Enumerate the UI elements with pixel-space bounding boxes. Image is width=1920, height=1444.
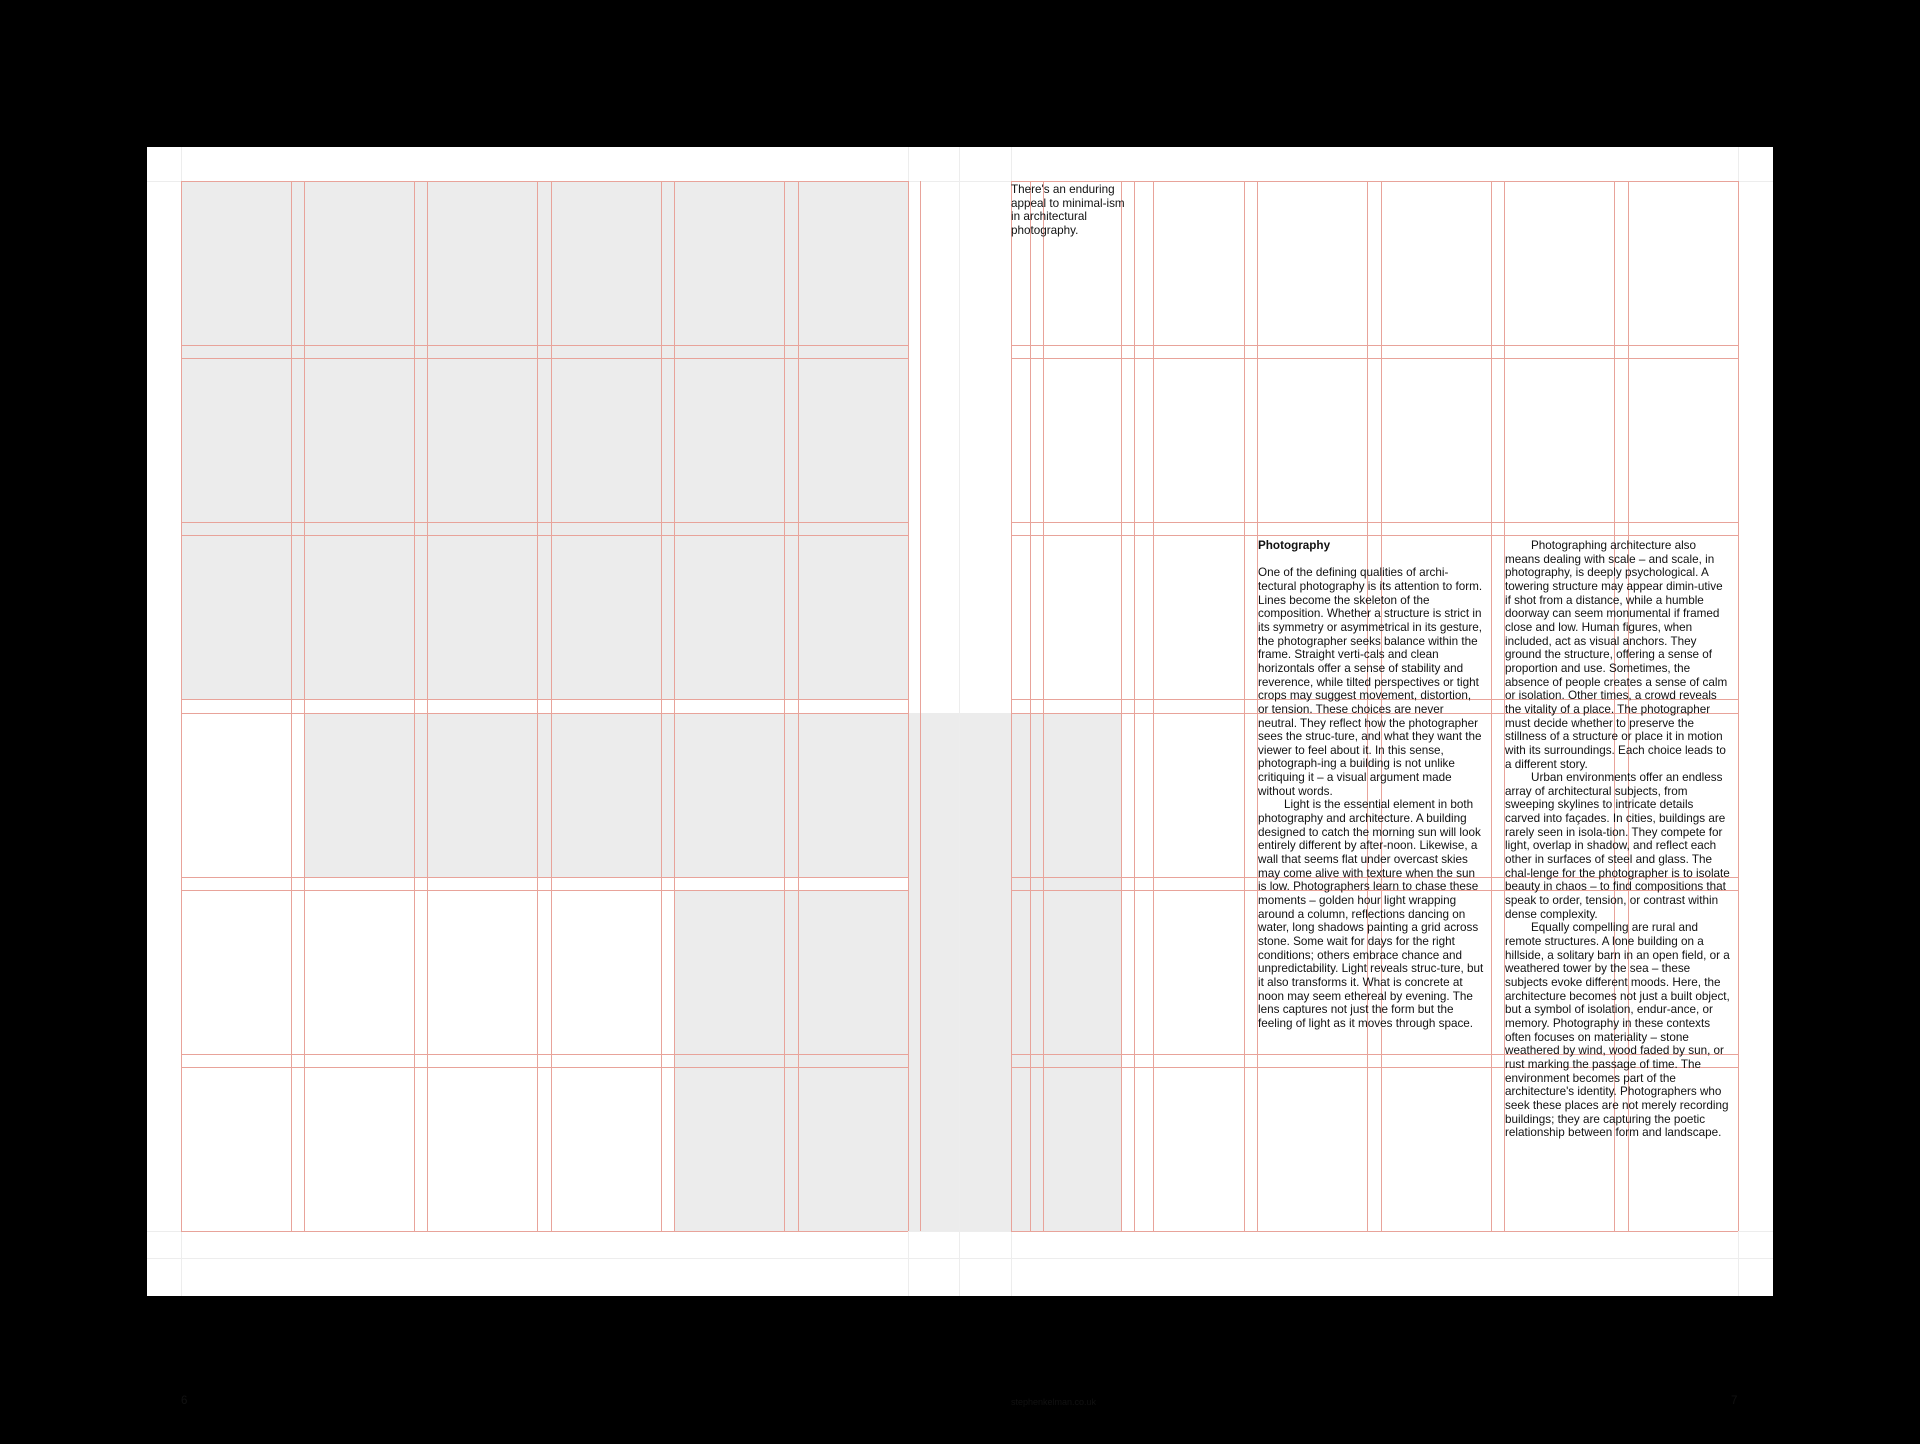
grid-line [1244,181,1245,1231]
grid-line [1011,358,1738,359]
footer-url: stephenkelman.co.uk [1011,1397,1097,1407]
grid-line [1011,181,1738,182]
folio-left: 6 [181,1395,188,1407]
grid-line [304,181,305,1231]
grid-line [181,522,908,523]
grid-line [1134,181,1135,1231]
grid-line [181,1231,908,1232]
grid-line [661,181,662,1231]
margin-guide [959,147,960,1296]
grid-line [181,699,908,700]
grid-line [181,358,908,359]
grid-line [1121,181,1122,1231]
grid-line [181,1067,908,1068]
pull-quote: There's an enduring appeal to minimal-ism in architectural photography. [1011,183,1125,237]
grid-line [181,181,908,182]
body-paragraph: Photographing architecture also means dealing with scale – and scale, in photography, is deeply psychological. A towering structure may appear dimin-utive if shot from a distance, while a humble doorway can seem monumental if framed close and low. Human figures, when included, act as visual anchors. They ground the structure, offering a sense of proportion and use. Sometimes, the absence of people creates a sense of calm or isolation. Other times, a crowd reveals the vitality of a place. The photographer must decide whether to preserve the stillness of a structure or place it in motion with its surroundings. Each choice leads to a different story. [1505,539,1728,771]
book-spread [147,147,1773,1407]
body-paragraph: Urban environments offer an endless array of architectural subjects, from sweeping skylines to intricate details carved into façades. In cities, buildings are rarely seen in isola-tion. They compete for light, overlap in shadow, and reflect each other in surfaces of steel and glass. The chal-lenge for the photographer is to isolate beauty in chaos – to find compositions that speak to order, tension, or contrast within dense complexity. [1505,771,1730,921]
grid-line [1011,522,1738,523]
grid-line [181,890,908,891]
margin-guide [147,1258,1773,1259]
body-paragraph: Light is the essential element in both photography and architecture. A building designed to catch the morning sun will look entirely different by after-noon. Likewise, a wall that seems flat under overcast skies may come alive with texture when the sun is low. Photographers learn to chase these moments – golden hour light wrapping around a column, reflections dancing on water, long shadows painting a grid across stone. Some wait for days for the right conditions; others embrace chance and unpredictability. Light reveals struc-ture, but it also transforms it. What is concrete at noon may seem ethereal by evening. The lens captures not just the form but the feeling of light as it moves through space. [1258,798,1484,1030]
grid-line [1011,535,1738,536]
grid-line [908,181,909,1231]
grid-line [1011,345,1738,346]
grid-line [181,1054,908,1055]
grid-line [1153,181,1154,1231]
grid-line [181,535,908,536]
grid-line [181,713,908,714]
image-placeholder [304,713,908,877]
grid-line [1011,1231,1738,1232]
body-paragraph: Equally compelling are rural and remote structures. A lone building on a hillside, a solitary barn in an open field, or a weathered tower by the sea – these subjects evoke different moods. Here, the architecture becomes not just a built object, but a symbol of isolation, endur-ance, or memory. Photography in these contexts often focuses on materiality – stone weathered by wind, wood faded by sun, or rust marking the passage of time. The environment becomes part of the architecture's identity. Photographers who seek these places are not merely recording buildings; they are capturing the poetic relationship between form and landscape. [1505,921,1730,1140]
grid-line [551,181,552,1231]
grid-line [1030,181,1031,1231]
grid-line [427,181,428,1231]
grid-line [1043,181,1044,1231]
grid-line [784,181,785,1231]
folio-right: 7 [1731,1395,1738,1407]
image-placeholder [908,713,1121,1231]
body-paragraph: One of the defining qualities of archi-tectural photography is its attention to form. Lines become the skeleton of the composition. Whether a structure is strict in its symmetry or asymmetrical in its gesture, the photographer seeks balance within the frame. Straight verti-cals and clean horizontals offer a sense of stability and reverence, while tilted perspectives or tight crops may suggest movement, distortion, or tension. These choices are never neutral. They reflect how the photographer sees the struc-ture, and what they want the viewer to feel about it. In this sense, photograph-ing a building is not unlike critiquing it – a visual argument made without words. [1258,566,1483,798]
body-column-1 [1258,539,1484,1031]
grid-line [414,181,415,1231]
grid-line [181,877,908,878]
grid-line [1011,181,1012,1231]
image-placeholder [674,890,908,1231]
grid-line [181,181,182,1231]
grid-line [798,181,799,1231]
grid-line [1738,181,1739,1231]
grid-line [291,181,292,1231]
grid-line [181,345,908,346]
grid-line [537,181,538,1231]
grid-line [920,181,921,1231]
grid-line [1491,181,1492,1231]
body-column-2 [1505,539,1731,1140]
section-heading: Photography [1258,539,1331,552]
grid-line [674,181,675,1231]
